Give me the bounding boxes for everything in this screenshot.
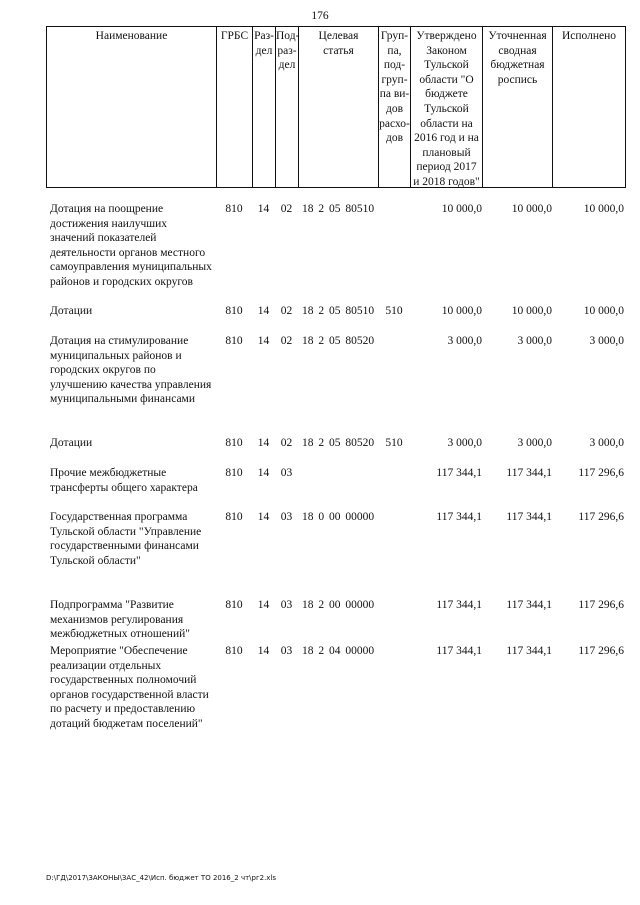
header-statya: Целевая статья [299, 27, 379, 187]
file-path-footer: D:\ГД\2017\ЗАКОНЫ\ЗАС_42\Исп. бюджет ТО 2016_2 чт\рг2.xls [46, 874, 277, 882]
row-name: Дотации [50, 437, 93, 449]
row-statya: 18 2 00 00000 [301, 599, 375, 611]
row-done: 10 000,0 [583, 305, 624, 317]
row-name: Дотация на стимулирование муниципальных районов и городских округов по улучшению качества управления муниципальными финансами [50, 335, 212, 406]
row-done: 10 000,0 [583, 203, 624, 215]
row-statya: 18 2 05 80510 [301, 203, 375, 215]
header-podrazdel: Под- раз- дел [276, 27, 299, 187]
row-plan: 117 344,1 [506, 599, 552, 611]
row-approved: 3 000,0 [447, 335, 482, 347]
header-razdel: Раз- дел [253, 27, 276, 187]
row-podrazdel: 03 [280, 645, 293, 657]
row-approved: 117 344,1 [436, 599, 482, 611]
row-approved: 117 344,1 [436, 511, 482, 523]
row-name: Дотация на поощрение достижения наилучших значений показателей деятельности органов местного самоуправления муниципальных районов и городских округов [50, 203, 212, 288]
row-name: Дотации [50, 305, 93, 317]
row-plan: 3 000,0 [517, 437, 552, 449]
row-podrazdel: 02 [280, 305, 293, 317]
row-razdel: 14 [257, 437, 270, 449]
row-approved: 117 344,1 [436, 467, 482, 479]
header-vid: Груп- па, под- груп- па ви- дов расхо- дов [379, 27, 411, 187]
row-podrazdel: 03 [280, 467, 293, 479]
row-approved: 3 000,0 [447, 437, 482, 449]
page-number: 176 [311, 10, 329, 22]
row-approved: 117 344,1 [436, 645, 482, 657]
row-approved: 10 000,0 [441, 305, 482, 317]
row-statya: 18 2 04 00000 [301, 645, 375, 657]
row-done: 117 296,6 [578, 511, 624, 523]
row-plan: 117 344,1 [506, 467, 552, 479]
row-done: 3 000,0 [589, 437, 624, 449]
row-razdel: 14 [257, 305, 270, 317]
row-name: Мероприятие "Обеспечение реализации отдельных государственных полномочий органов государственной власти по расчету и предоставлению дотаций бюджетам поселений" [50, 645, 209, 730]
table-header [46, 26, 626, 188]
row-statya: 18 2 05 80520 [301, 335, 375, 347]
row-grbs: 810 [225, 335, 243, 347]
row-razdel: 14 [257, 645, 270, 657]
header-done: Исполнено [561, 30, 617, 42]
row-statya: 18 2 05 80520 [301, 437, 375, 449]
row-grbs: 810 [225, 467, 243, 479]
row-approved: 10 000,0 [441, 203, 482, 215]
row-done: 117 296,6 [578, 645, 624, 657]
row-podrazdel: 02 [280, 437, 293, 449]
row-vid: 510 [385, 305, 403, 317]
row-grbs: 810 [225, 511, 243, 523]
row-name: Подпрограмма "Развитие механизмов регулирования межбюджетных отношений" [50, 599, 190, 641]
row-done: 3 000,0 [589, 335, 624, 347]
row-grbs: 810 [225, 599, 243, 611]
row-done: 117 296,6 [578, 599, 624, 611]
row-plan: 10 000,0 [511, 203, 552, 215]
row-razdel: 14 [257, 203, 270, 215]
header-grbs: ГРБС [217, 27, 253, 187]
row-grbs: 810 [225, 203, 243, 215]
row-name: Государственная программа Тульской области "Управление государственными финансами Тульской области" [50, 511, 202, 567]
row-razdel: 14 [257, 335, 270, 347]
row-name: Прочие межбюджетные трансферты общего характера [50, 467, 198, 494]
row-plan: 117 344,1 [506, 645, 552, 657]
row-plan: 10 000,0 [511, 305, 552, 317]
row-grbs: 810 [225, 645, 243, 657]
header-name: Наименование [47, 27, 217, 187]
row-plan: 3 000,0 [517, 335, 552, 347]
row-razdel: 14 [257, 599, 270, 611]
row-done: 117 296,6 [578, 467, 624, 479]
row-razdel: 14 [257, 511, 270, 523]
header-plan: Уточненная сводная бюджетная роспись [483, 27, 553, 187]
header-approved: Утверждено Законом Тульской области "О бюджете Тульской области на 2016 год и на плановый период 2017 и 2018 годов" [411, 27, 483, 187]
row-grbs: 810 [225, 437, 243, 449]
row-statya: 18 2 05 80510 [301, 305, 375, 317]
row-podrazdel: 03 [280, 599, 293, 611]
row-podrazdel: 02 [280, 335, 293, 347]
row-grbs: 810 [225, 305, 243, 317]
row-statya: 18 0 00 00000 [301, 511, 375, 523]
row-plan: 117 344,1 [506, 511, 552, 523]
row-vid: 510 [385, 437, 403, 449]
row-podrazdel: 03 [280, 511, 293, 523]
row-podrazdel: 02 [280, 203, 293, 215]
row-razdel: 14 [257, 467, 270, 479]
